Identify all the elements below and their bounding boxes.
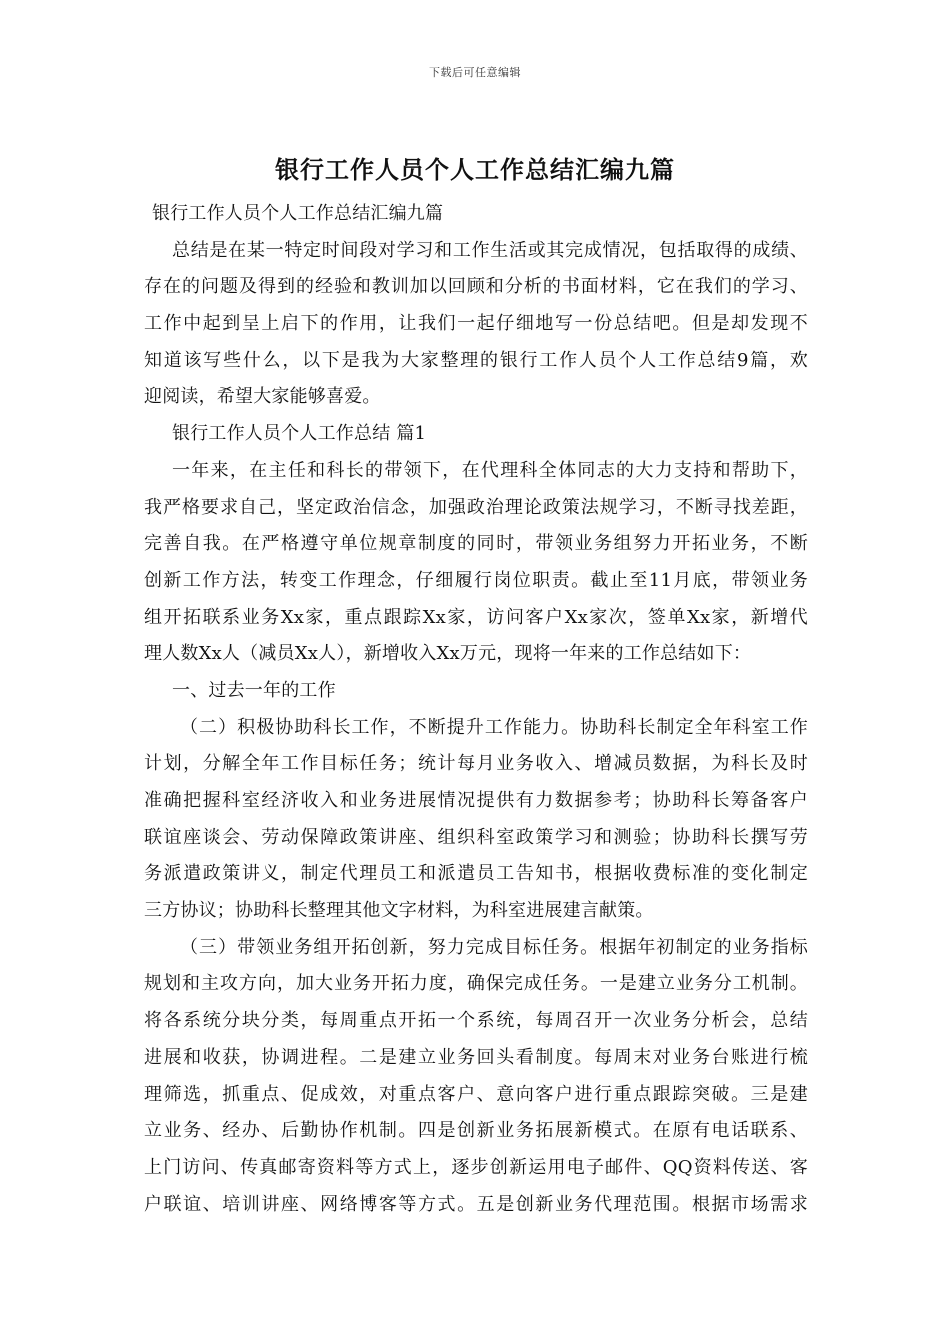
text-line: 联谊座谈会、劳动保障政策讲座、组织科室政策学习和测验；协助科长撰写劳: [144, 826, 808, 848]
header-note: 下载后可任意编辑: [429, 66, 521, 79]
text-line: 准确把握科室经济收入和业务进展情况提供有力数据参考；协助科长筹备客户: [144, 790, 808, 811]
document-title: 银行工作人员个人工作总结汇编九篇: [275, 155, 675, 184]
text-line: 银行工作人员个人工作总结汇编九篇: [152, 203, 444, 224]
text-line: 户联谊、培训讲座、网络博客等方式。五是创新业务代理范围。根据市场需求: [144, 1193, 808, 1215]
text-line: 总结是在某一特定时间段对学习和工作生活或其完成情况，包括取得的成绩、: [172, 239, 808, 261]
text-line: 将各系统分块分类，每周重点开拓一个系统，每周召开一次业务分析会，总结: [144, 1010, 808, 1032]
text-line: 理筛选，抓重点、促成效，对重点客户、意向客户进行重点跟踪突破。三是建: [144, 1083, 808, 1105]
text-line: 工作中起到呈上启下的作用，让我们一起仔细地写一份总结吧。但是却发现不: [144, 313, 808, 335]
text-line: 存在的问题及得到的经验和教训加以回顾和分析的书面材料，它在我们的学习、: [144, 276, 808, 298]
text-line: 上门访问、传真邮寄资料等方式上，逐步创新运用电子邮件、QQ资料传送、客: [144, 1156, 808, 1178]
text-line: 一年来，在主任和科长的带领下，在代理科全体同志的大力支持和帮助下，: [172, 459, 808, 481]
text-line: 三方协议；协助科长整理其他文字材料，为科室进展建言献策。: [144, 900, 654, 922]
text-line: 完善自我。在严格遵守单位规章制度的同时，带领业务组努力开拓业务，不断: [144, 533, 808, 555]
text-line: 立业务、经办、后勤协作机制。四是创新业务拓展新模式。在原有电话联系、: [144, 1120, 808, 1142]
text-line: 创新工作方法，转变工作理念，仔细履行岗位职责。截止至11月底，带领业务: [144, 569, 808, 591]
text-line: 理人数Xx人（减员Xx人），新增收入Xx万元，现将一年来的工作总结如下：: [144, 643, 752, 665]
text-line: 进展和收获，协调进程。二是建立业务回头看制度。每周末对业务台账进行梳: [144, 1046, 808, 1068]
text-line: （三）带领业务组开拓创新，努力完成目标任务。根据年初制定的业务指标: [180, 936, 808, 958]
document-body: [144, 196, 808, 1223]
text-line: 迎阅读，希望大家能够喜爱。: [144, 386, 381, 408]
text-line: 规划和主攻方向，加大业务开拓力度，确保完成任务。一是建立业务分工机制。: [144, 973, 808, 995]
text-line: 计划，分解全年工作目标任务；统计每月业务收入、增减员数据，为科长及时: [144, 753, 808, 775]
text-line: 一、过去一年的工作: [172, 679, 336, 701]
text-line: 知道该写些什么，以下是我为大家整理的银行工作人员个人工作总结9篇，欢: [144, 349, 808, 371]
text-line: 务派遣政策讲义，制定代理员工和派遣员工告知书，根据收费标准的变化制定: [144, 863, 808, 885]
text-line: 组开拓联系业务Xx家，重点跟踪Xx家，访问客户Xx家次，签单Xx家，新增代: [144, 606, 808, 628]
text-line: 我严格要求自己，坚定政治信念，加强政治理论政策法规学习，不断寻找差距，: [144, 496, 808, 518]
text-line: 银行工作人员个人工作总结 篇1: [172, 423, 427, 445]
text-line: （二）积极协助科长工作，不断提升工作能力。协助科长制定全年科室工作: [180, 716, 808, 738]
